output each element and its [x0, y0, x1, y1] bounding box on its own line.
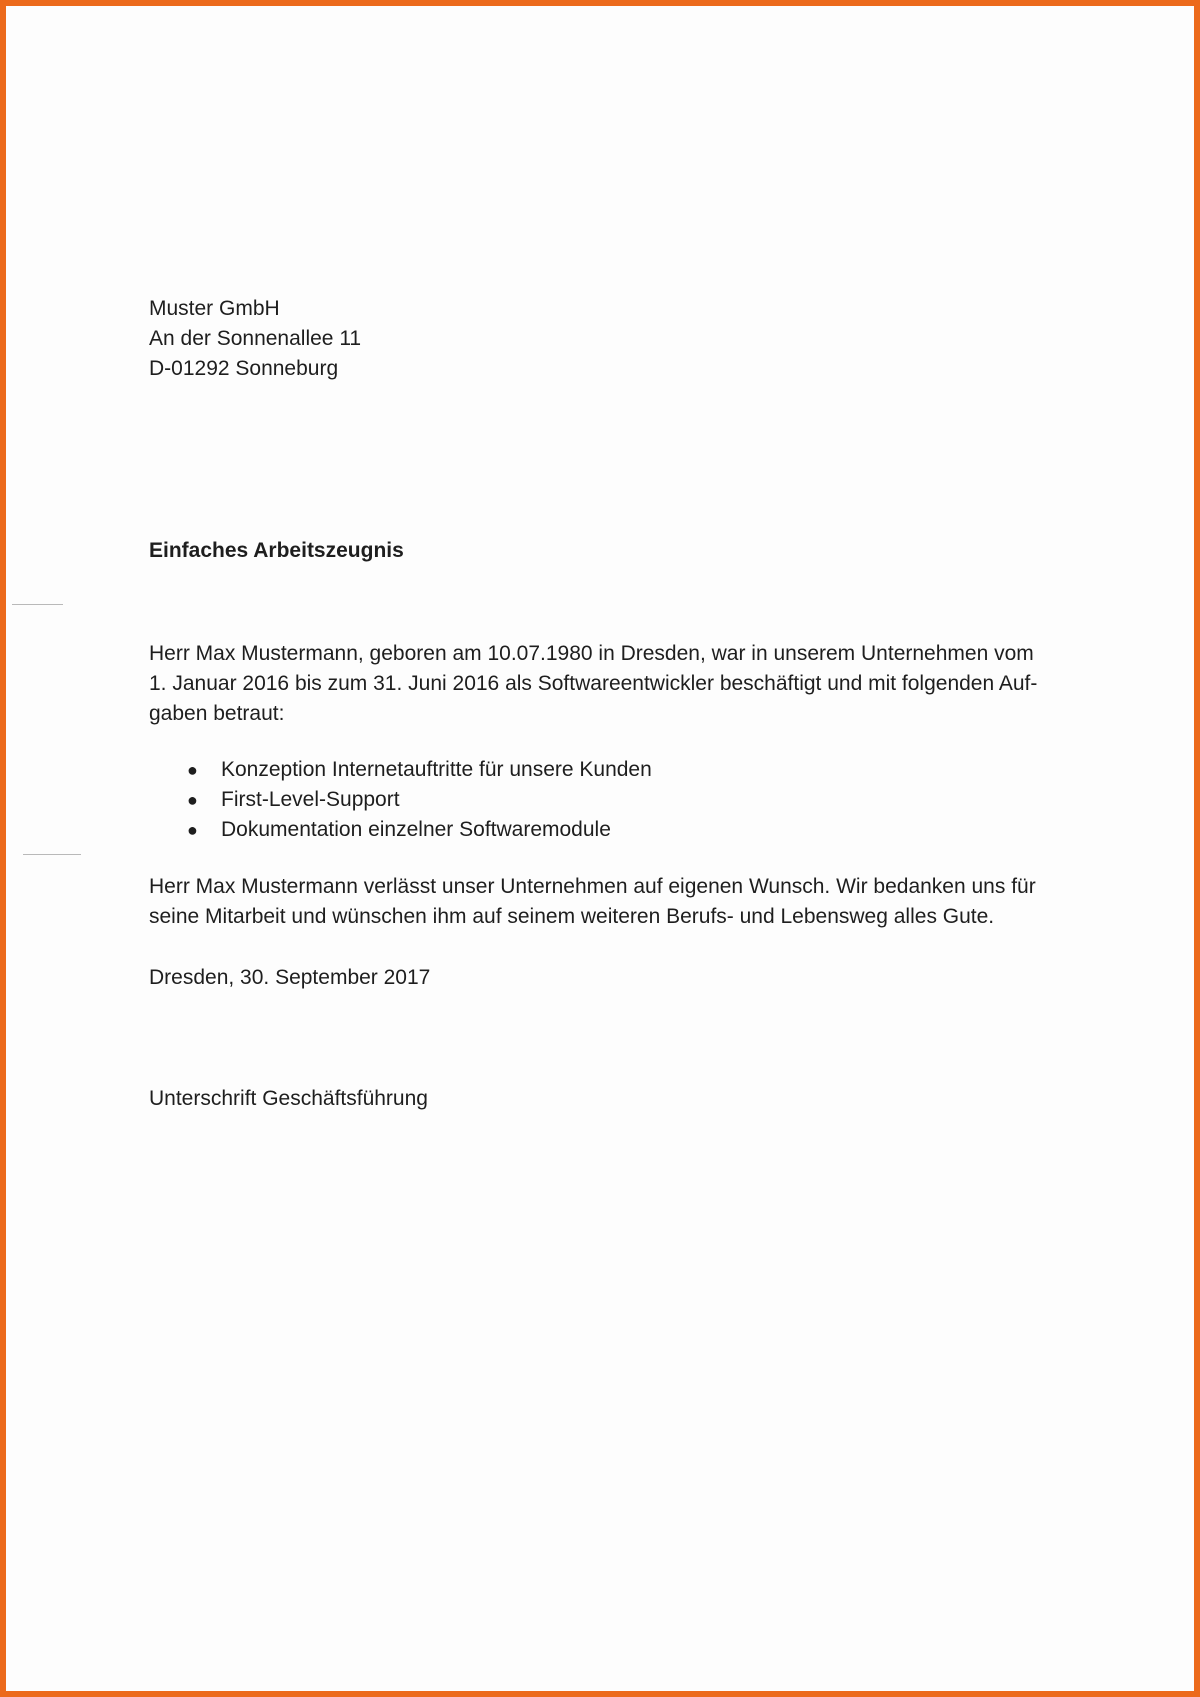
fold-mark-middle [23, 854, 81, 855]
fold-mark-top [12, 604, 63, 605]
task-list-item [149, 755, 652, 785]
task-text: Dokumentation einzelner Softwaremodule [221, 818, 611, 841]
task-list-item [149, 785, 652, 815]
intro-line: Herr Max Mustermann, geboren am 10.07.1980 in Dresden, war in unserem Unternehmen vom [149, 642, 1034, 665]
task-list-item [149, 815, 652, 845]
closing-line: seine Mitarbeit und wünschen ihm auf seinem weiteren Berufs- und Lebensweg alles Gute. [149, 905, 995, 928]
document-title: Einfaches Arbeitszeugnis [149, 539, 404, 562]
sender-address [149, 294, 361, 384]
task-text: Konzeption Internetauftritte für unsere Kunden [221, 758, 652, 781]
sender-company: Muster GmbH [149, 297, 280, 320]
bullet-icon: ● [187, 790, 198, 810]
task-list [149, 755, 652, 845]
bullet-icon: ● [187, 820, 198, 840]
intro-paragraph [149, 639, 1094, 729]
place-and-date: Dresden, 30. September 2017 [149, 966, 431, 989]
closing-paragraph [149, 872, 1036, 932]
task-text: First-Level-Support [221, 788, 400, 811]
signature-line: Unterschrift Geschäftsführung [149, 1087, 428, 1110]
sender-street: An der Sonnenallee 11 [149, 327, 362, 350]
bullet-icon: ● [187, 760, 198, 780]
intro-line: gaben betraut: [149, 702, 285, 725]
sender-city: D-01292 Sonneburg [149, 357, 339, 380]
closing-line: Herr Max Mustermann verlässt unser Unternehmen auf eigenen Wunsch. Wir bedanken uns für [149, 875, 1036, 898]
intro-line: 1. Januar 2016 bis zum 31. Juni 2016 als Softwareentwickler beschäftigt und mit folgenden Auf- [149, 672, 1038, 695]
